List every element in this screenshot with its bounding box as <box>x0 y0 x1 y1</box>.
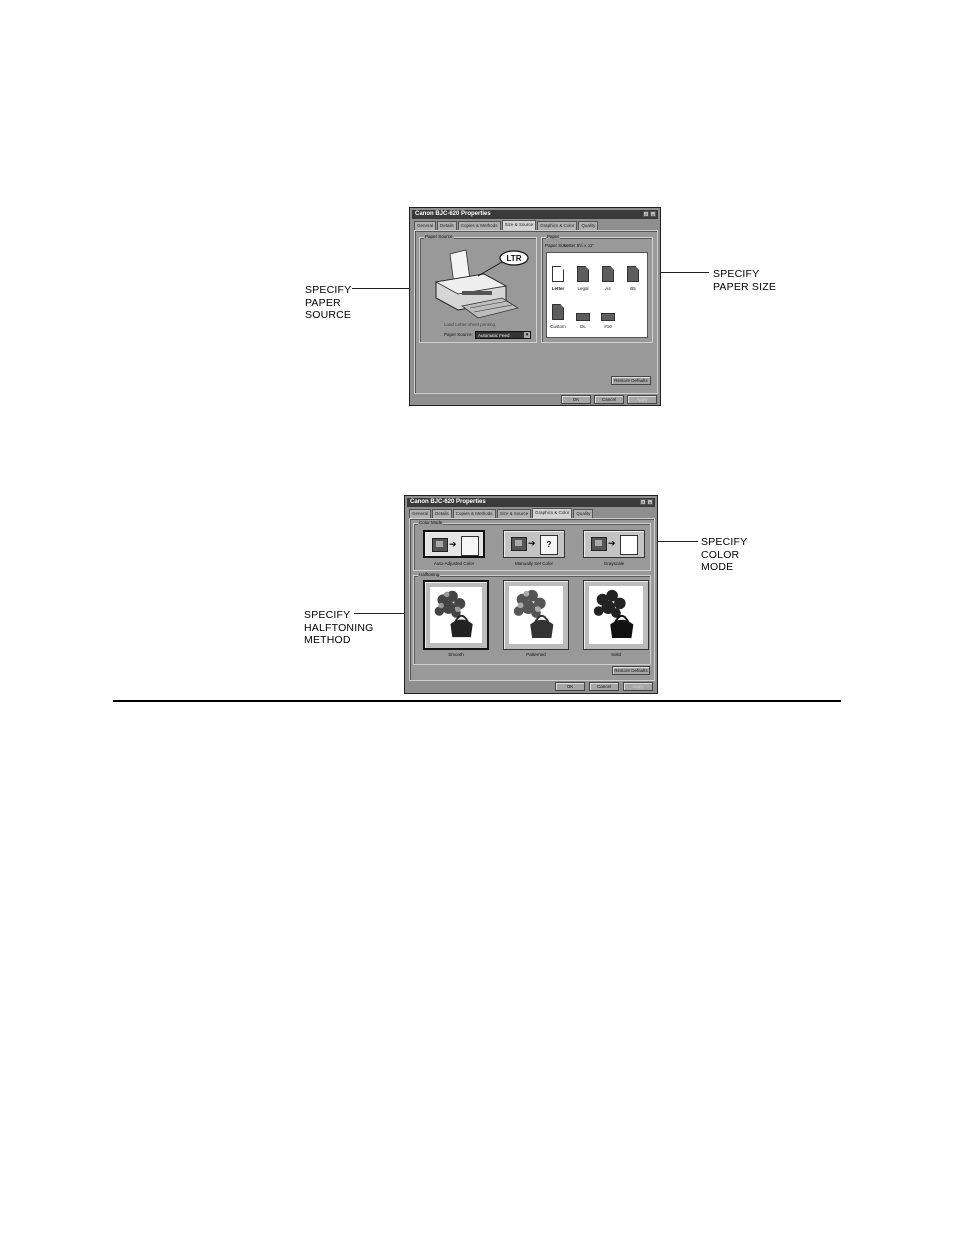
group-label: Paper Source <box>425 234 453 239</box>
halftone-solid-button[interactable] <box>583 580 649 650</box>
paper-size-item[interactable]: DL <box>580 324 586 329</box>
halftoning-group <box>413 572 651 665</box>
monitor-icon <box>591 537 607 551</box>
halftone-label: Patterned <box>526 652 546 657</box>
flower-basket-image <box>509 586 563 644</box>
envelope-10-icon[interactable] <box>601 313 615 321</box>
horizontal-rule <box>113 700 841 702</box>
paper-custom-icon[interactable] <box>552 304 564 320</box>
group-label: Halftoning <box>419 572 440 577</box>
paper-source-label: Paper Source: <box>444 332 473 337</box>
halftone-label: Solid <box>610 652 621 657</box>
paper-size-item[interactable]: Legal <box>577 286 589 291</box>
tab-strip <box>414 221 598 230</box>
question-page-icon: ? <box>540 535 558 555</box>
paper-size-item[interactable]: Custom <box>550 324 566 329</box>
printer-caption: Load Letter sheet printing. <box>444 322 497 327</box>
tab-panel <box>414 230 658 394</box>
halftone-smooth-button[interactable] <box>423 580 489 650</box>
halftone-patterned-button[interactable] <box>503 580 569 650</box>
tab-copies-methods[interactable]: Copies & Methods <box>453 509 496 518</box>
callout-color-mode: SPECIFY COLOR MODE <box>701 536 748 573</box>
cancel-button[interactable]: Cancel <box>589 682 619 691</box>
callout-paper-size: SPECIFY PAPER SIZE <box>713 268 777 293</box>
paper-source-select[interactable] <box>475 331 531 339</box>
tab-details[interactable]: Details <box>432 509 452 518</box>
properties-dialog-size-source <box>409 207 661 406</box>
color-mode-label: Manually Set Color <box>514 561 554 566</box>
group-label: Color Mode <box>419 520 443 525</box>
restore-defaults-button[interactable]: Restore Defaults <box>612 666 650 675</box>
callout-paper-source: SPECIFY PAPER SOURCE <box>305 284 352 321</box>
close-icon[interactable]: × <box>651 212 655 217</box>
tab-general[interactable]: General <box>414 221 436 230</box>
group-label: Paper <box>547 234 560 239</box>
paper-size-item[interactable]: A4 <box>605 286 611 291</box>
paper-size-list <box>546 252 648 338</box>
printer-illustration <box>422 244 534 324</box>
leader-line <box>354 613 409 614</box>
arrow-right-icon: ➔ <box>528 538 536 548</box>
envelope-dl-icon[interactable] <box>576 313 590 321</box>
color-mode-group <box>413 520 651 571</box>
paper-b5-icon[interactable] <box>627 266 639 282</box>
help-icon[interactable]: ? <box>641 500 645 505</box>
tab-quality[interactable]: Quality <box>573 509 593 518</box>
callout-halftoning: SPECIFY HALFTONING METHOD <box>304 609 374 646</box>
apply-button[interactable]: Apply <box>623 682 653 691</box>
tab-strip <box>409 509 593 518</box>
monitor-icon <box>432 538 448 552</box>
tab-quality[interactable]: Quality <box>578 221 598 230</box>
halftone-label: Smooth <box>448 652 464 657</box>
chevron-down-icon[interactable]: ▾ <box>525 332 529 338</box>
tab-panel <box>409 518 655 681</box>
paper-size-item[interactable]: Letter <box>551 286 565 291</box>
ltr-badge: LTR <box>506 254 522 263</box>
tab-copies-methods[interactable]: Copies & Methods <box>458 221 501 230</box>
close-icon[interactable]: × <box>648 500 652 505</box>
paper-size-label: Paper Size: <box>545 243 569 248</box>
color-mode-label: Grayscale <box>603 561 625 566</box>
flower-basket-image <box>589 586 643 644</box>
tab-details[interactable]: Details <box>437 221 457 230</box>
dialog-title: Canon BJC-620 Properties <box>412 210 658 219</box>
tab-graphics-color[interactable]: Graphics & Color <box>537 221 577 230</box>
paper-size-item[interactable]: #10 <box>604 324 612 329</box>
cancel-button[interactable]: Cancel <box>594 395 624 404</box>
color-mode-auto-button[interactable] <box>423 530 485 558</box>
paper-source-group <box>419 234 537 343</box>
paper-a4-icon[interactable] <box>602 266 614 282</box>
color-mode-manual-button[interactable] <box>503 530 565 558</box>
dialog-title: Canon BJC-620 Properties <box>407 498 655 507</box>
tab-size-source[interactable]: Size & Source <box>502 220 537 230</box>
apply-button[interactable]: Apply <box>627 395 657 404</box>
flower-basket-image <box>430 587 482 643</box>
paper-letter-icon[interactable] <box>552 266 564 282</box>
ok-button[interactable]: OK <box>555 682 585 691</box>
restore-defaults-button[interactable]: Restore Defaults <box>611 376 651 385</box>
tab-size-source[interactable]: Size & Source <box>497 509 532 518</box>
tab-general[interactable]: General <box>409 509 431 518</box>
ok-button[interactable]: OK <box>561 395 591 404</box>
arrow-right-icon: ➔ <box>449 539 457 549</box>
paper-size-item[interactable]: B5 <box>630 286 636 291</box>
monitor-icon <box>511 537 527 551</box>
paper-legal-icon[interactable] <box>577 266 589 282</box>
paper-source-value: Automatic Feed <box>478 333 510 338</box>
grayscale-page-icon <box>620 535 638 555</box>
arrow-right-icon: ➔ <box>608 538 616 548</box>
paper-group <box>541 234 653 343</box>
help-icon[interactable]: ? <box>644 212 648 217</box>
color-page-icon <box>461 536 479 556</box>
color-mode-label: Auto-Adjusted Color <box>433 561 475 566</box>
color-mode-grayscale-button[interactable] <box>583 530 645 558</box>
tab-graphics-color[interactable]: Graphics & Color <box>532 508 572 518</box>
properties-dialog-graphics-color <box>404 495 658 694</box>
paper-size-value: Letter 8½ x 11" <box>564 243 595 248</box>
